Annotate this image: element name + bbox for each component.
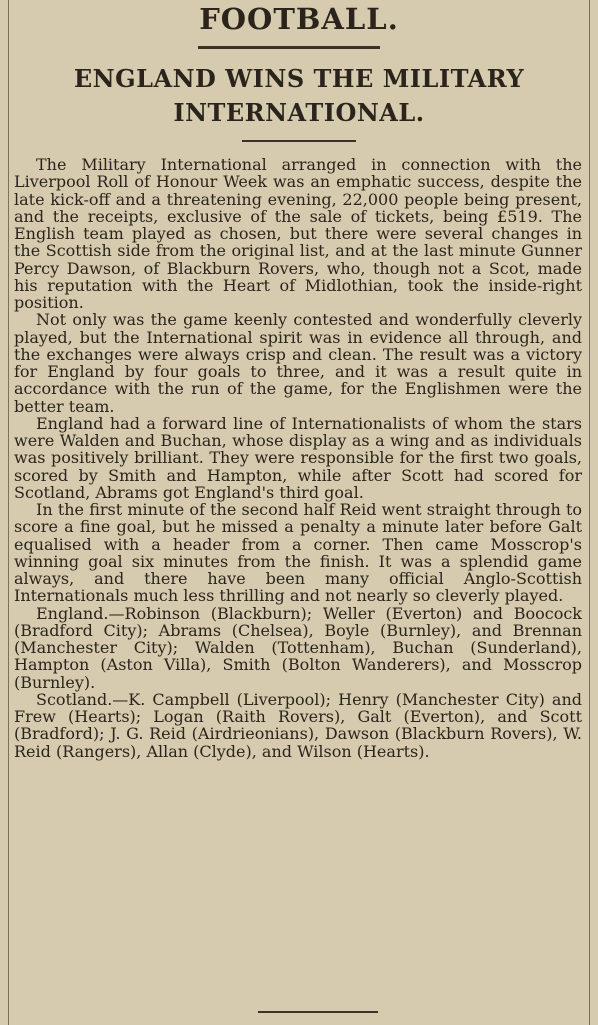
paragraph-result: Not only was the game keenly contested and wonderfully cleverly played, but the International spirit was in evidence all through, and the exchanges were always crisp and clean. The result was a victory for England by four goals to three, and it was a result quite in accordance with the run of the game, for the Englishmen were the better team. <box>14 310 582 416</box>
column-rule-right <box>589 0 590 1025</box>
end-rule <box>258 1011 378 1013</box>
paragraph-intro: The Military International arranged in connection with the Liverpool Roll of Honour Week was an emphatic success, despite the late kick-off and a threatening evening, 22,000 people being present, and the receipts, exclusive of the sale of tickets, being £519. The English team played as chosen, but there were several changes in the Scottish side from the original list, and at the last minute Gunner Percy Dawson, of Blackburn Rovers, who, though not a Scot, made his reputation with the Heart of Midlothian, took the inside-right position. <box>14 155 582 312</box>
section-heading: FOOTBALL. <box>199 2 399 36</box>
article-headline: ENGLAND WINS THE MILITARY INTERNATIONAL. <box>73 64 525 127</box>
heading-rule <box>198 46 380 49</box>
paragraph-scotland-team: Scotland.—K. Campbell (Liverpool); Henry (Manchester City) and Frew (Hearts); Logan (Raith Rovers), Galt (Everton), and Scott (Bradford); J. G. Reid (Airdrieonians), Dawson (Blackburn Rovers), W. Reid (Rangers), Allan (Clyde), and Wilson (Hearts). <box>14 689 582 761</box>
paragraph-england-team: England.—Robinson (Blackburn); Weller (Everton) and Boocock (Bradford City); Abrams (Chelsea), Boyle (Burnley), and Brennan (Manchester City); Walden (Tottenham), Buchan (Sunderland), Hampton (Aston Villa), Smith (Bolton Wanderers), and Mosscrop (Burnley). <box>14 603 582 692</box>
column-rule-left <box>8 0 9 1025</box>
paragraph-england-forwards: England had a forward line of Internationalists of whom the stars were Walden and Buchan, whose display as a wing and as individuals was positively brilliant. They were responsible for the first two goals, scored by Smith and Hampton, while after Scott had scored for Scotland, Abrams got England's third goal. <box>14 413 582 502</box>
paragraph-second-half: In the first minute of the second half Reid went straight through to score a fine goal, but he missed a penalty a minute later before Galt equalised with a header from a corner. Then came Mosscrop's winning goal six minutes from the finish. It was a splendid game always, and there have been many official Anglo-Scottish Internationals much less thrilling and not nearly so cleverly played. <box>14 500 582 606</box>
article-body <box>14 156 582 760</box>
headline-rule <box>242 140 356 142</box>
